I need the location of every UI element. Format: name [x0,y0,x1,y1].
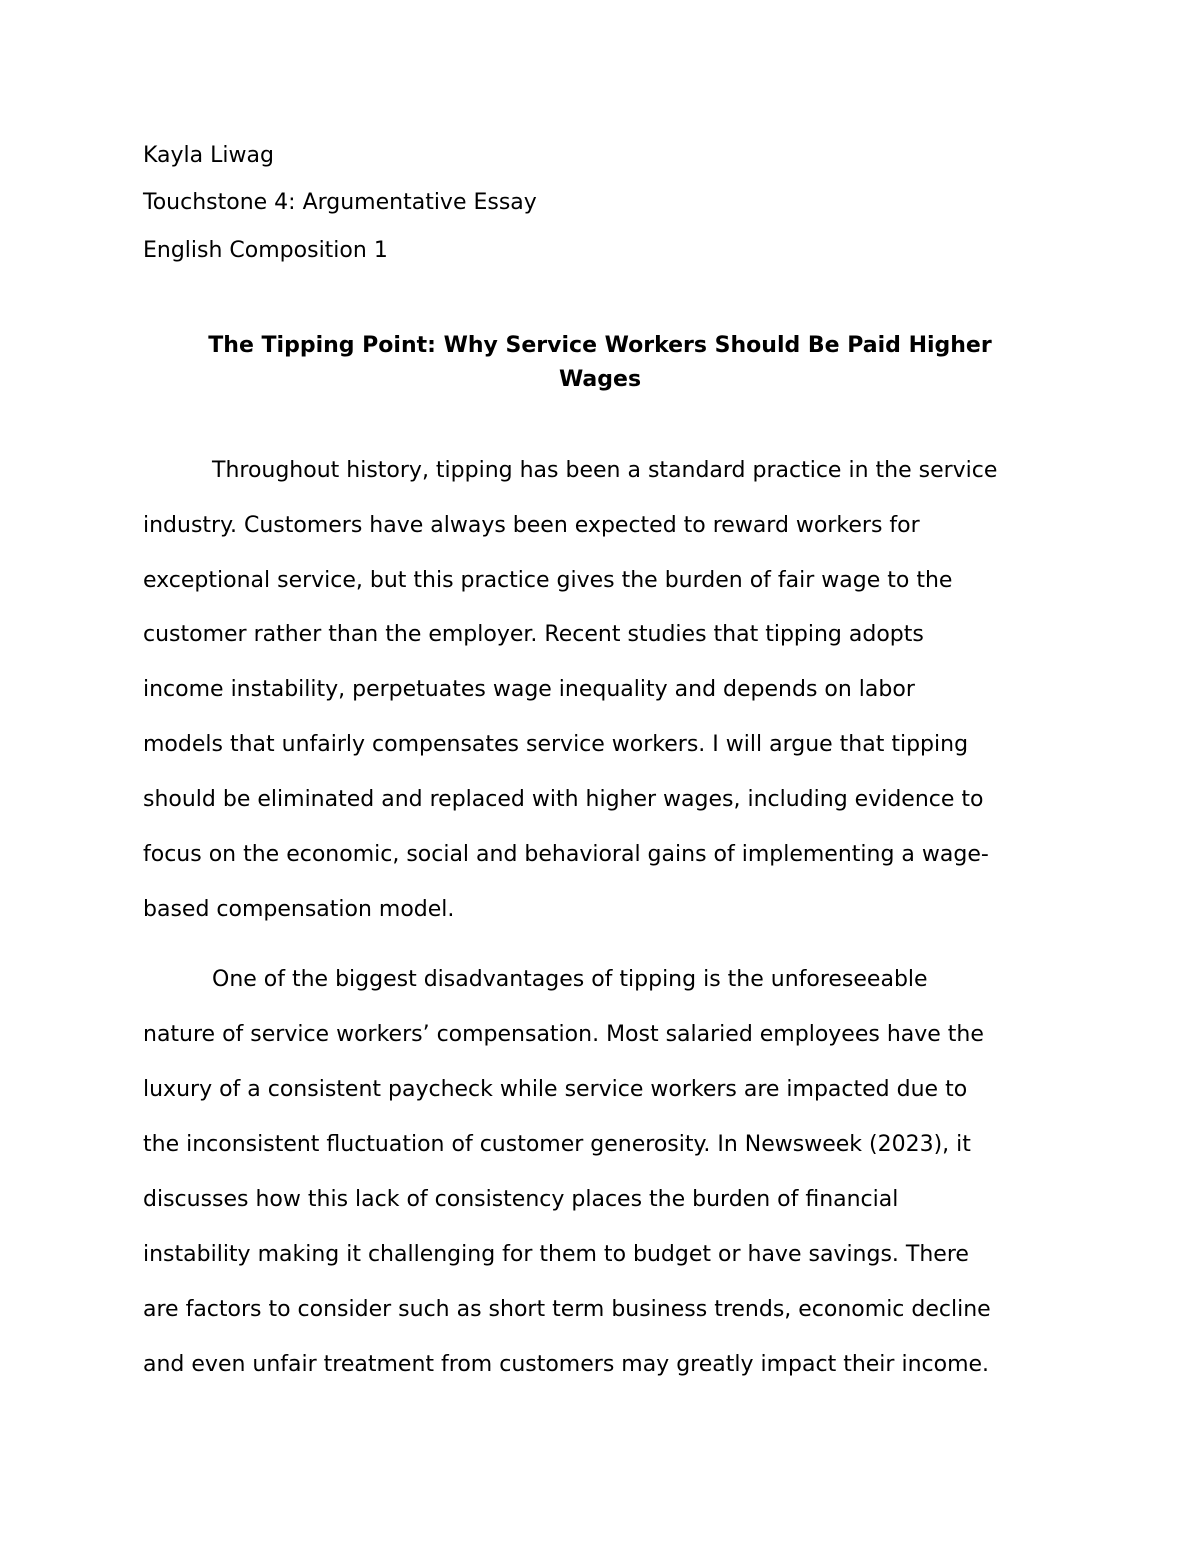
paragraph-2-line: are factors to consider such as short term business trends, economic decline [143,1297,991,1322]
paragraph-1-line: income instability, perpetuates wage inequality and depends on labor [143,677,915,702]
paragraph-1-line: focus on the economic, social and behavioral gains of implementing a wage- [143,842,989,867]
paragraph-1-line: based compensation model. [143,897,455,922]
author-name: Kayla Liwag [143,143,274,168]
paragraph-2-line: and even unfair treatment from customers may greatly impact their income. [143,1352,990,1377]
paragraph-2-line: One of the biggest disadvantages of tipping is the unforeseeable [212,967,928,992]
paragraph-2-line: instability making it challenging for them to budget or have savings. There [143,1242,969,1267]
paragraph-2-line: nature of service workers’ compensation. Most salaried employees have the [143,1022,984,1047]
assignment-title: Touchstone 4: Argumentative Essay [143,190,537,215]
paragraph-1-line: customer rather than the employer. Recent studies that tipping adopts [143,622,924,647]
paragraph-2-line: luxury of a consistent paycheck while service workers are impacted due to [143,1077,968,1102]
paragraph-1-line: should be eliminated and replaced with higher wages, including evidence to [143,787,984,812]
essay-title-line: Wages [558,367,642,392]
paragraph-1-line: exceptional service, but this practice gives the burden of fair wage to the [143,568,953,593]
essay-title-line: The Tipping Point: Why Service Workers Should Be Paid Higher [208,333,992,358]
paragraph-1-line: industry. Customers have always been expected to reward workers for [143,513,920,538]
essay-title [143,329,1057,397]
course-name: English Composition 1 [143,238,388,263]
paragraph-1-line: models that unfairly compensates service workers. I will argue that tipping [143,732,969,757]
paragraph-2-line: discusses how this lack of consistency places the burden of financial [143,1187,899,1212]
paragraph-1-line: Throughout history, tipping has been a standard practice in the service [212,458,998,483]
paragraph-2-line: the inconsistent fluctuation of customer generosity. In Newsweek (2023), it [143,1132,971,1157]
